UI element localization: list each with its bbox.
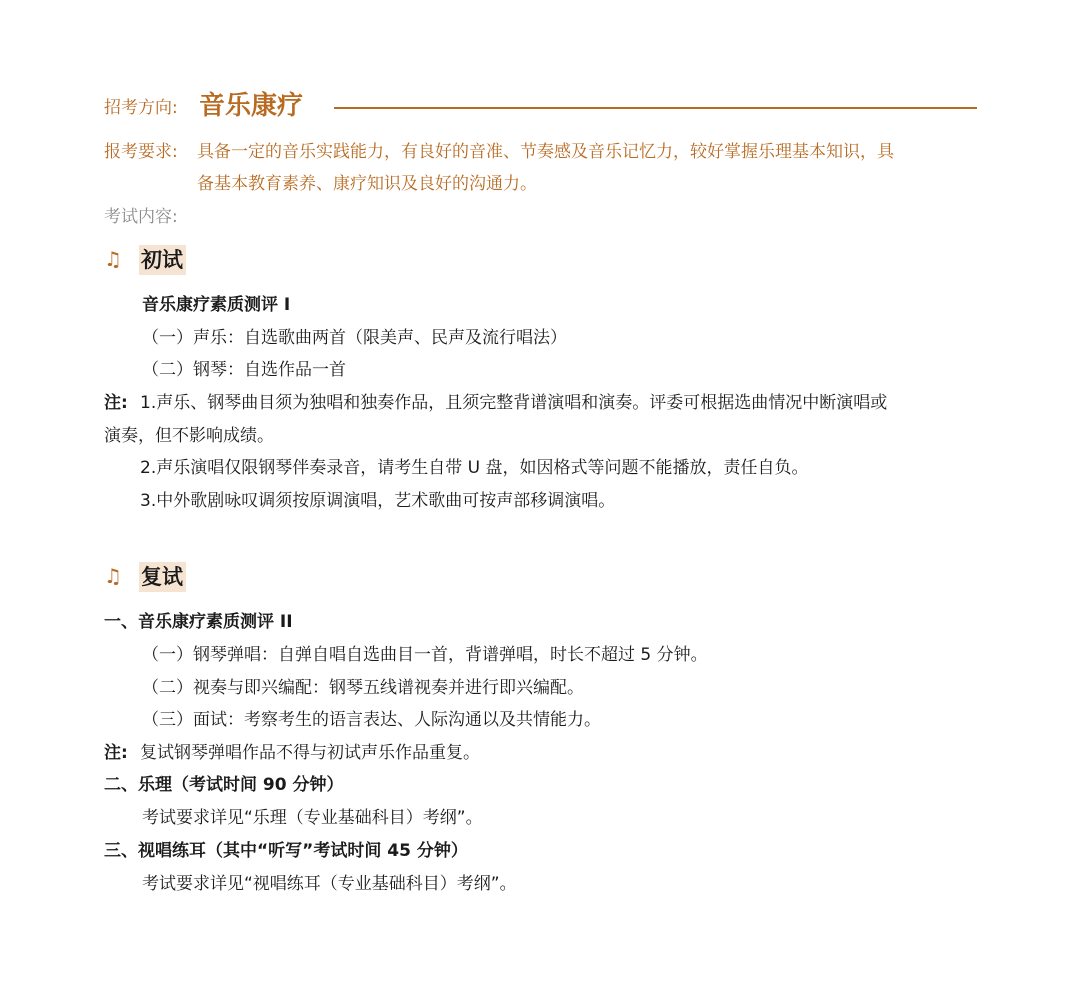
retest-title: 复试 [141,565,183,589]
header-rule [334,107,977,109]
retest-note-text: 复试钢琴弹唱作品不得与初试声乐作品重复。 [140,743,480,763]
initial-subtitle: 音乐康疗素质测评 I [142,295,291,315]
retest-part1-item1: （一）钢琴弹唱：自弹自唱自选曲目一首，背谱弹唱，时长不超过 5 分钟。 [142,645,708,665]
initial-item-piano: （二）钢琴：自选作品一首 [142,360,346,380]
requirements-label: 报考要求: [104,142,178,162]
initial-note3: 3.中外歌剧咏叹调须按原调演唱，艺术歌曲可按声部移调演唱。 [140,491,616,511]
retest-part1-item2: （二）视奏与即兴编配：钢琴五线谱视奏并进行即兴编配。 [142,678,584,698]
direction-label: 招考方向: [104,98,178,118]
music-note-icon: ♫ [104,247,122,271]
retest-note-label: 注: [104,743,128,763]
requirements-line1: 具备一定的音乐实践能力，有良好的音准、节奏感及音乐记忆力，较好掌握乐理基本知识，具 [197,142,894,162]
initial-exam-title: 初试 [141,248,183,272]
retest-part2-title: 二、乐理（考试时间 90 分钟） [104,775,344,795]
retest-part1-title: 一、音乐康疗素质测评 II [104,612,293,632]
music-note-icon: ♫ [104,564,122,588]
initial-item-vocal: （一）声乐：自选歌曲两首（限美声、民声及流行唱法） [142,328,567,348]
retest-part3-title: 三、视唱练耳（其中“听写”考试时间 45 分钟） [104,841,468,861]
initial-note1-line2: 演奏，但不影响成绩。 [104,426,274,446]
retest-part1-item3: （三）面试：考察考生的语言表达、人际沟通以及共情能力。 [142,710,601,730]
direction-title: 音乐康疗 [199,91,304,121]
retest-part2-text: 考试要求详见“乐理（专业基础科目）考纲”。 [142,808,483,828]
initial-note2: 2.声乐演唱仅限钢琴伴奏录音，请考生自带 U 盘，如因格式等问题不能播放，责任自负。 [140,458,809,478]
exam-content-label: 考试内容: [104,207,178,227]
retest-part3-text: 考试要求详见“视唱练耳（专业基础科目）考纲”。 [142,874,517,894]
initial-note-label: 注: [104,393,128,413]
requirements-line2: 备基本教育素养、康疗知识及良好的沟通力。 [197,174,537,194]
initial-note1-line1: 1.声乐、钢琴曲目须为独唱和独奏作品，且须完整背谱演唱和演奏。评委可根据选曲情况中断演唱或 [140,393,888,413]
